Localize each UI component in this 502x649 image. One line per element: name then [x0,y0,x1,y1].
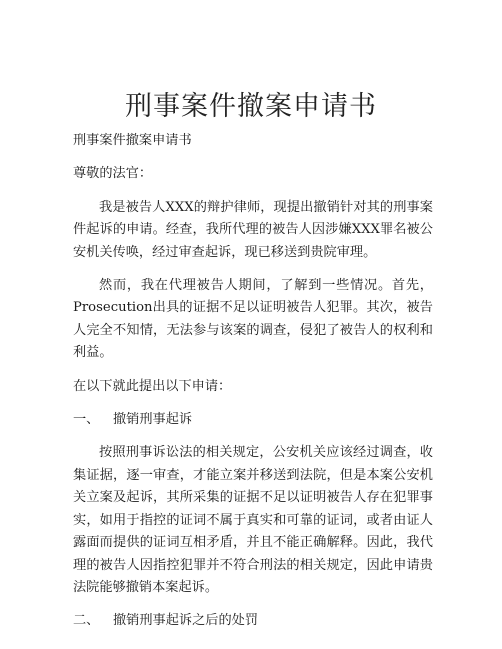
document-subtitle: 刑事案件撤案申请书 [73,133,192,148]
section-2-heading [73,610,433,632]
section-1-title: 撤销刑事起诉 [113,412,193,428]
document-title: 刑事案件撤案申请书 [125,91,377,122]
section-1-number: 一、 [73,412,100,428]
section-1-heading [73,409,433,431]
salutation: 尊敬的法官： [73,166,153,182]
paragraph-intro: 我是被告人XXX的辩护律师，现提出撤销针对其的刑事案件起诉的申请。经查，我所代理的被告人因涉嫌XXX罪名被公安机关传唤，经过审查起诉，现已移送到贵院审理。 [73,199,433,260]
section-2-title: 撤销刑事起诉之后的处罚 [113,613,259,629]
section-2-number: 二、 [73,613,100,629]
paragraph-circumstances: 然而，我在代理被告人期间，了解到一些情况。首先，Prosecution出具的证据不足以证明被告人犯罪。其次，被告人完全不知情，无法参与该案的调查，侵犯了被告人的权利和利益。 [73,278,433,361]
section-1-body: 按照刑事诉讼法的相关规定，公安机关应该经过调查，收集证据，逐一审查，才能立案并移送到法院，但是本案公安机关立案及起诉，其所采集的证据不足以证明被告人存在犯罪事实，如用于指控的证词不属于真实和可靠的证词，或者由证人露面而提供的证词互相矛盾，并且不能正确解释。因此，我代理的被告人因指控犯罪并不符合刑法的相关规定，因此申请贵法院能够撤销本案起诉。 [73,445,433,595]
paragraph-request-lead: 在以下就此提出以下申请： [73,378,232,394]
document-body [73,130,433,644]
